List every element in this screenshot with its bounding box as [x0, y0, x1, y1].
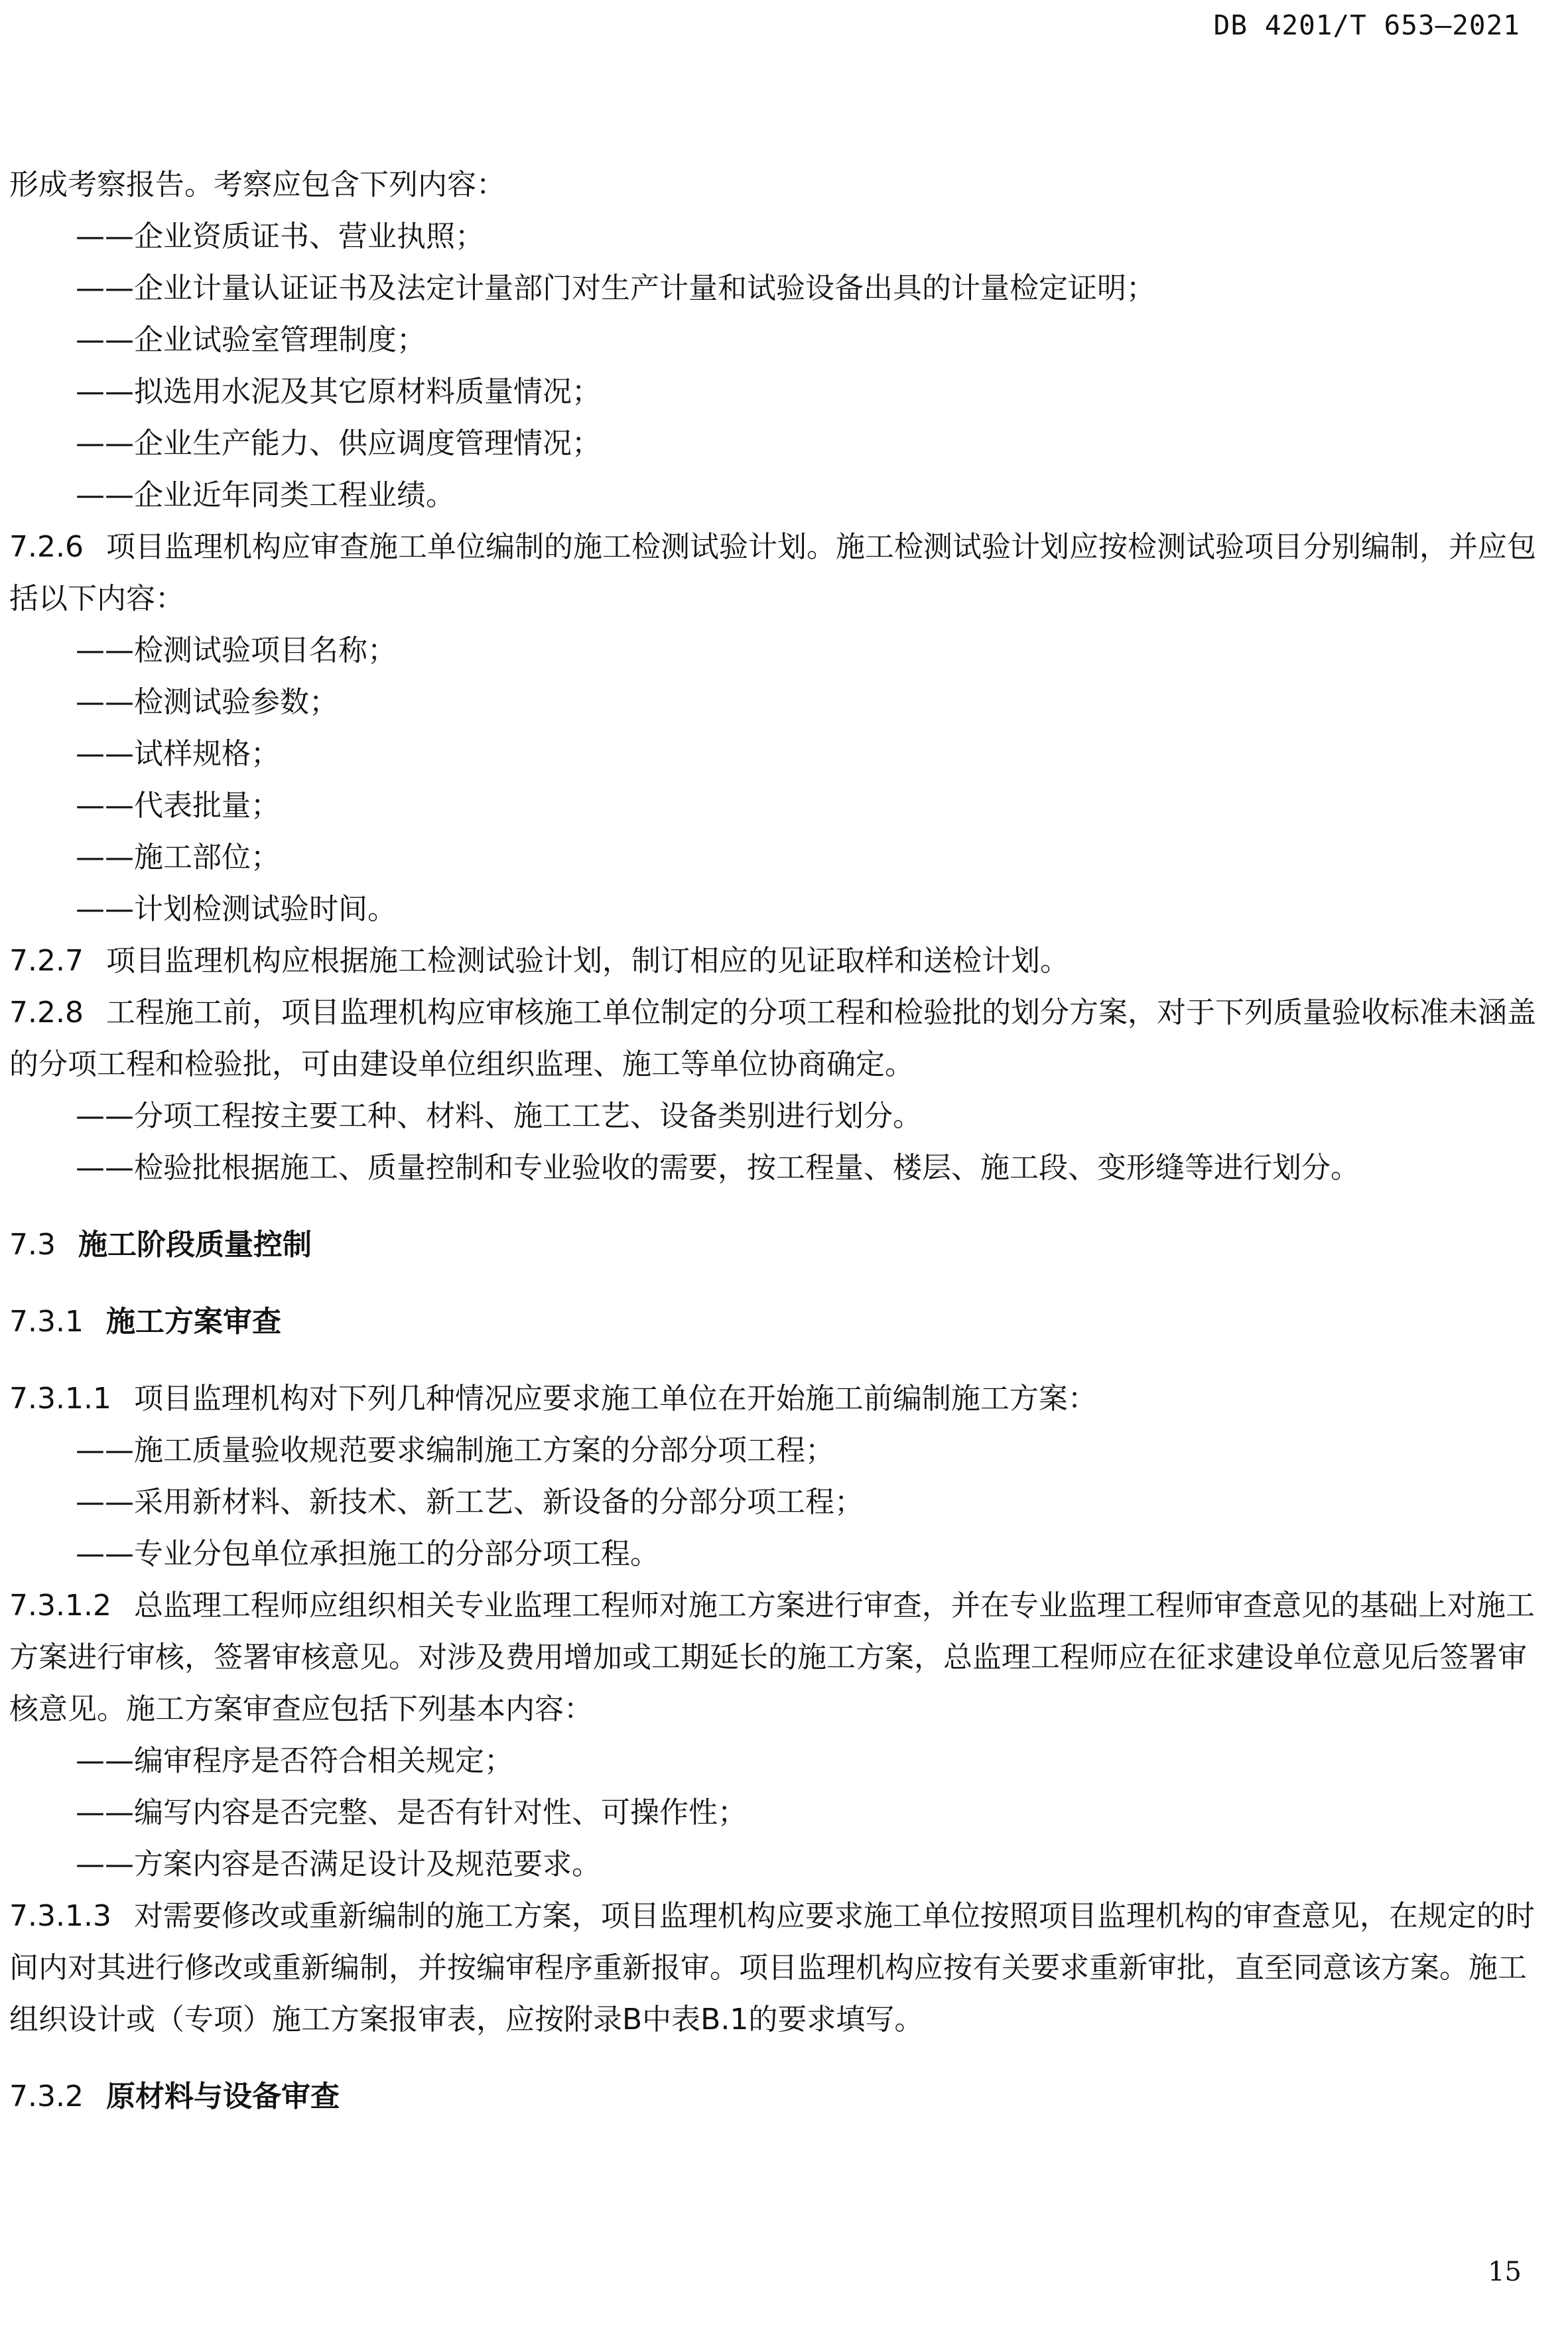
- list-item: ——施工部位；: [76, 840, 280, 874]
- clause-number: 7.2.6: [9, 530, 84, 564]
- page-number: 15: [1488, 2257, 1522, 2287]
- list-item: ——企业近年同类工程业绩。: [76, 478, 455, 512]
- list-item: ——企业试验室管理制度；: [76, 323, 426, 357]
- heading-text: 施工阶段质量控制: [78, 1228, 312, 1262]
- clause-7-2-6: [9, 521, 1555, 625]
- section-heading-7-3-2: [9, 2071, 1555, 2123]
- clause-number: 7.3.1.2: [9, 1589, 111, 1623]
- clause-7-3-1-2: [9, 1580, 1555, 1735]
- list-item: ——企业资质证书、营业执照；: [76, 220, 484, 253]
- list-item: ——施工质量验收规范要求编制施工方案的分部分项工程；: [76, 1433, 834, 1467]
- list-item: ——计划检测试验时间。: [76, 892, 397, 926]
- paragraph: 形成考察报告。考察应包含下列内容：: [9, 168, 505, 202]
- clause-text: 总监理工程师应组织相关专业监理工程师对施工方案进行审查，并在专业监理工程师审查意见的基础上对施工方案进行审核，签署审核意见。对涉及费用增加或工期延长的施工方案，总监理工程师应在征求建设单位意见后签署审核意见。施工方案审查应包括下列基本内容：: [9, 1589, 1535, 1726]
- heading-text: 原材料与设备审查: [105, 2080, 340, 2113]
- clause-number: 7.2.8: [9, 996, 84, 1030]
- clause-number: 7.3.1.1: [9, 1382, 111, 1416]
- list-item: ——采用新材料、新技术、新工艺、新设备的分部分项工程；: [76, 1485, 864, 1519]
- spacer: [9, 1348, 1555, 1373]
- heading-number: 7.3.2: [9, 2080, 84, 2113]
- section-heading-7-3: [9, 1219, 1555, 1271]
- clause-7-2-7: [9, 935, 1555, 987]
- list-item: ——拟选用水泥及其它原材料质量情况；: [76, 375, 601, 409]
- clause-7-3-1-3: [9, 1891, 1555, 2046]
- clause-text: 对需要修改或重新编制的施工方案，项目监理机构应要求施工单位按照项目监理机构的审查意见，在规定的时间内对其进行修改或重新编制，并按编审程序重新报审。项目监理机构应按有关要求重新审批，直至同意该方案。施工组织设计或（专项）施工方案报审表，应按附录B中表B.1的要求填写。: [9, 1899, 1535, 2036]
- list-item: ——检验批根据施工、质量控制和专业验收的需要，按工程量、楼层、施工段、变形缝等进行划分。: [76, 1151, 1360, 1185]
- clause-text: 项目监理机构应根据施工检测试验计划，制订相应的见证取样和送检计划。: [105, 944, 1069, 978]
- list-item: ——检测试验项目名称；: [76, 633, 397, 667]
- clause-text: 项目监理机构应审查施工单位编制的施工检测试验计划。施工检测试验计划应按检测试验项目分别编制，并应包括以下内容：: [9, 530, 1536, 616]
- heading-number: 7.3: [9, 1228, 56, 1262]
- spacer: [9, 1194, 1555, 1219]
- clause-text: 项目监理机构对下列几种情况应要求施工单位在开始施工前编制施工方案：: [133, 1382, 1097, 1416]
- list-item: ——专业分包单位承担施工的分部分项工程。: [76, 1537, 659, 1571]
- clause-number: 7.3.1.3: [9, 1899, 111, 1933]
- clause-7-2-8: [9, 987, 1555, 1091]
- list-item: ——代表批量；: [76, 789, 280, 823]
- clause-text: 工程施工前，项目监理机构应审核施工单位制定的分项工程和检验批的划分方案，对于下列质量验收标准未涵盖的分项工程和检验批，可由建设单位组织监理、施工等单位协商确定。: [9, 996, 1536, 1081]
- list-item: ——试样规格；: [76, 737, 280, 771]
- list-item: ——编审程序是否符合相关规定；: [76, 1744, 513, 1778]
- list-item: ——企业生产能力、供应调度管理情况；: [76, 427, 601, 460]
- clause-number: 7.2.7: [9, 944, 84, 978]
- heading-number: 7.3.1: [9, 1305, 84, 1339]
- clause-7-3-1-1: [9, 1373, 1555, 1425]
- list-item: ——方案内容是否满足设计及规范要求。: [76, 1847, 601, 1881]
- document-body: [9, 159, 1555, 2123]
- section-heading-7-3-1: [9, 1296, 1555, 1348]
- list-item: ——企业计量认证证书及法定计量部门对生产计量和试验设备出具的计量检定证明；: [76, 271, 1155, 305]
- document-code-header: DB 4201/T 653—2021: [1213, 9, 1520, 41]
- list-item: ——编写内容是否完整、是否有针对性、可操作性；: [76, 1796, 747, 1829]
- heading-text: 施工方案审查: [105, 1305, 281, 1339]
- spacer: [9, 1271, 1555, 1296]
- list-item: ——分项工程按主要工种、材料、施工工艺、设备类别进行划分。: [76, 1099, 922, 1133]
- list-item: ——检测试验参数；: [76, 685, 338, 719]
- spacer: [9, 2046, 1555, 2071]
